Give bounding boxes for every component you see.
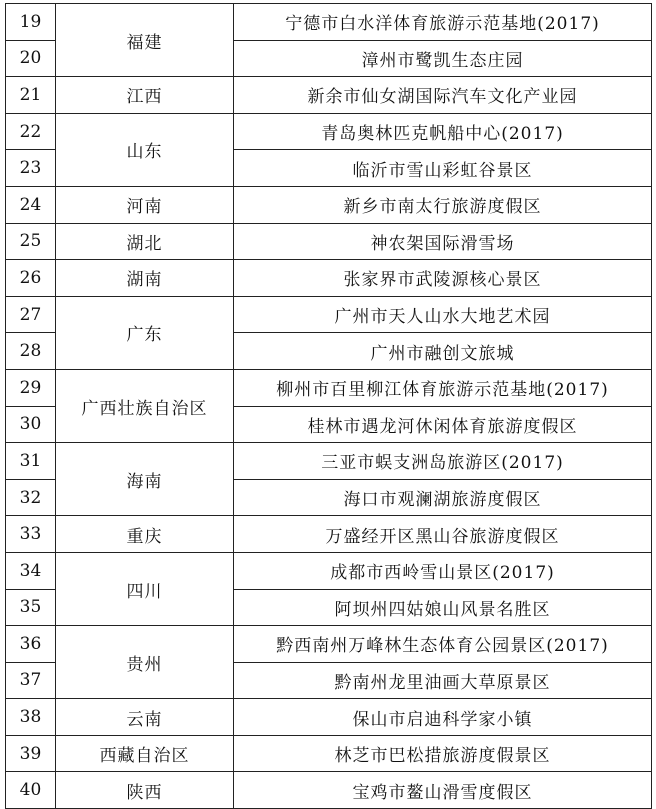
- site-name-cell: 宁德市白水洋体育旅游示范基地(2017): [234, 4, 652, 41]
- site-name-cell: 临沂市雪山彩虹谷景区: [234, 150, 652, 187]
- province-cell: 湖北: [56, 223, 234, 260]
- row-number-cell: 29: [6, 369, 56, 406]
- province-cell: 湖南: [56, 260, 234, 297]
- row-number-cell: 23: [6, 150, 56, 187]
- province-cell: 西藏自治区: [56, 735, 234, 772]
- site-name-cell: 新乡市南太行旅游度假区: [234, 186, 652, 223]
- table-row: [6, 296, 652, 333]
- row-number-cell: 31: [6, 443, 56, 480]
- row-number-cell: 40: [6, 772, 56, 809]
- row-number-cell: 26: [6, 260, 56, 297]
- province-cell: 贵州: [56, 626, 234, 699]
- row-number-cell: 33: [6, 516, 56, 553]
- row-number-cell: 35: [6, 589, 56, 626]
- site-name-cell: 万盛经开区黑山谷旅游度假区: [234, 516, 652, 553]
- row-number-cell: 22: [6, 113, 56, 150]
- province-cell: 江西: [56, 77, 234, 114]
- site-name-cell: 柳州市百里柳江体育旅游示范基地(2017): [234, 369, 652, 406]
- table-row: [6, 552, 652, 589]
- site-name-cell: 阿坝州四姑娘山风景名胜区: [234, 589, 652, 626]
- table-row: [6, 369, 652, 406]
- row-number-cell: 21: [6, 77, 56, 114]
- sites-table: [5, 3, 652, 809]
- province-cell: 海南: [56, 443, 234, 516]
- row-number-cell: 27: [6, 296, 56, 333]
- province-cell: 福建: [56, 4, 234, 77]
- site-name-cell: 张家界市武陵源核心景区: [234, 260, 652, 297]
- row-number-cell: 30: [6, 406, 56, 443]
- row-number-cell: 20: [6, 40, 56, 77]
- row-number-cell: 39: [6, 735, 56, 772]
- table-row: [6, 186, 652, 223]
- site-name-cell: 黔西南州万峰林生态体育公园景区(2017): [234, 626, 652, 663]
- table-row: [6, 77, 652, 114]
- row-number-cell: 19: [6, 4, 56, 41]
- row-number-cell: 36: [6, 626, 56, 663]
- province-cell: 广西壮族自治区: [56, 369, 234, 442]
- table-row: [6, 223, 652, 260]
- site-name-cell: 海口市观澜湖旅游度假区: [234, 479, 652, 516]
- site-name-cell: 广州市天人山水大地艺术园: [234, 296, 652, 333]
- site-name-cell: 林芝市巴松措旅游度假景区: [234, 735, 652, 772]
- site-name-cell: 神农架国际滑雪场: [234, 223, 652, 260]
- site-name-cell: 广州市融创文旅城: [234, 333, 652, 370]
- table-row: [6, 443, 652, 480]
- table-row: [6, 113, 652, 150]
- site-name-cell: 漳州市鹭凯生态庄园: [234, 40, 652, 77]
- site-name-cell: 桂林市遇龙河休闲体育旅游度假区: [234, 406, 652, 443]
- table-row: [6, 260, 652, 297]
- table-row: [6, 735, 652, 772]
- row-number-cell: 32: [6, 479, 56, 516]
- province-cell: 云南: [56, 699, 234, 736]
- province-cell: 重庆: [56, 516, 234, 553]
- table-row: [6, 772, 652, 809]
- table-row: [6, 516, 652, 553]
- row-number-cell: 25: [6, 223, 56, 260]
- table-row: [6, 699, 652, 736]
- site-name-cell: 保山市启迪科学家小镇: [234, 699, 652, 736]
- row-number-cell: 37: [6, 662, 56, 699]
- site-name-cell: 三亚市蜈支洲岛旅游区(2017): [234, 443, 652, 480]
- table-row: [6, 4, 652, 41]
- site-name-cell: 青岛奥林匹克帆船中心(2017): [234, 113, 652, 150]
- row-number-cell: 38: [6, 699, 56, 736]
- province-cell: 四川: [56, 552, 234, 625]
- sites-table-body: [6, 4, 652, 809]
- site-name-cell: 宝鸡市鳌山滑雪度假区: [234, 772, 652, 809]
- table-row: [6, 626, 652, 663]
- province-cell: 山东: [56, 113, 234, 186]
- row-number-cell: 24: [6, 186, 56, 223]
- province-cell: 陕西: [56, 772, 234, 809]
- site-name-cell: 黔南州龙里油画大草原景区: [234, 662, 652, 699]
- row-number-cell: 28: [6, 333, 56, 370]
- row-number-cell: 34: [6, 552, 56, 589]
- site-name-cell: 新余市仙女湖国际汽车文化产业园: [234, 77, 652, 114]
- province-cell: 广东: [56, 296, 234, 369]
- province-cell: 河南: [56, 186, 234, 223]
- site-name-cell: 成都市西岭雪山景区(2017): [234, 552, 652, 589]
